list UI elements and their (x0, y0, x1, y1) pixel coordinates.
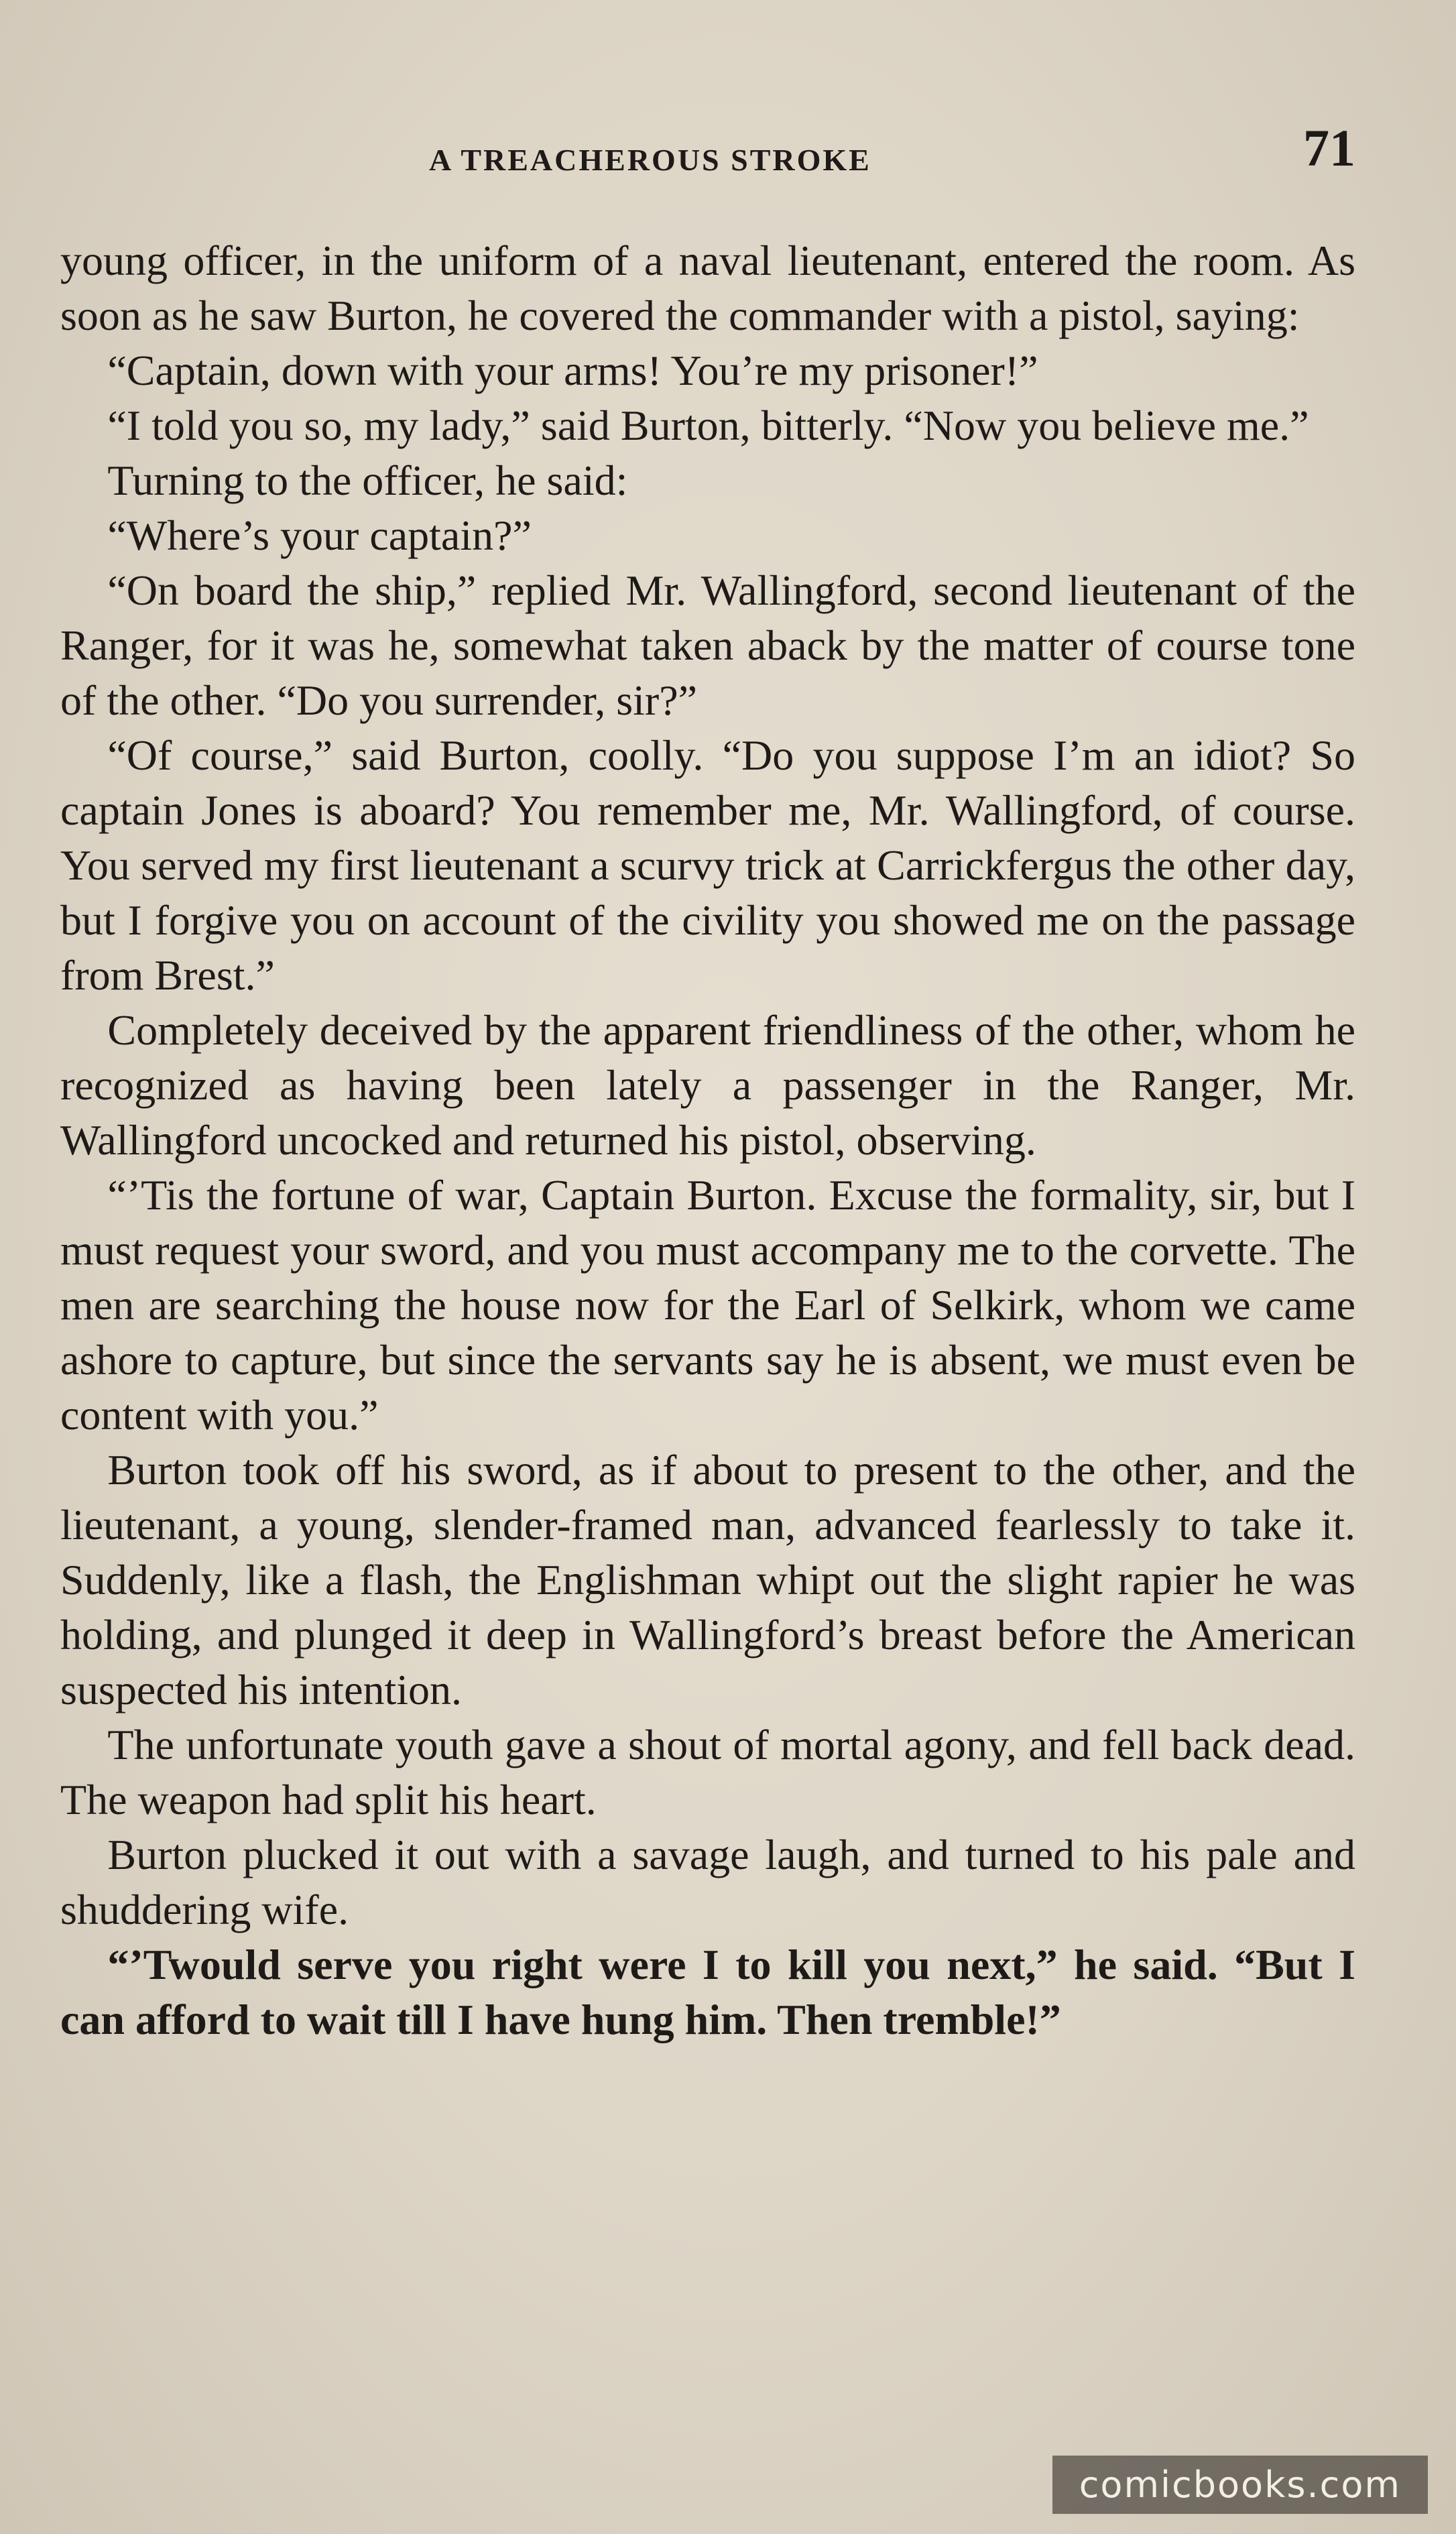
paragraph: “Where’s your captain?” (107, 511, 532, 559)
paragraph: Burton plucked it out with a savage laugh, and turned to his pale and shuddering wife. (60, 1831, 1355, 1933)
paragraph: “’Twould serve you right were I to kill you next,” he said. “But I can afford to wait till I have hung him. Then tremble!” (60, 1941, 1355, 2043)
paragraph: “Of course,” said Burton, coolly. “Do you suppose I’m an idiot? So captain Jones is aboard? You remember me, Mr. Wallingford, of course. You served my first lieutenant a scurvy trick at Carrickfergus the other day, but I forgive you on account of the civility you showed me on the passage from Brest.” (60, 731, 1355, 999)
paragraph: Burton took off his sword, as if about to present to the other, and the lieutenant, a young, slender-framed man, advanced fearlessly to take it. Suddenly, like a flash, the Englishman whipt out the slight rapier he was holding, and plunged it deep in Wallingford’s breast before the American suspected his intention. (60, 1446, 1355, 1713)
paragraph: “Captain, down with your arms! You’re my prisoner!” (107, 347, 1038, 394)
paragraph: Turning to the officer, he said: (107, 457, 628, 504)
body-text (60, 233, 1355, 2047)
paragraph: young officer, in the uniform of a naval lieutenant, entered the room. As soon as he saw Burton, he covered the commander with a pistol, saying: (60, 237, 1355, 339)
watermark: comicbooks.com (1052, 2456, 1428, 2514)
paragraph: “I told you so, my lady,” said Burton, bitterly. “Now you believe me.” (107, 402, 1309, 449)
page-number: 71 (1303, 119, 1355, 177)
paragraph: The unfortunate youth gave a shout of mortal agony, and fell back dead. The weapon had split his heart. (60, 1721, 1355, 1823)
paragraph: “On board the ship,” replied Mr. Wallingford, second lieutenant of the Ranger, for it was he, somewhat taken aback by the matter of course tone of the other. “Do you surrender, sir?” (60, 566, 1355, 724)
running-title: A TREACHEROUS STROKE (429, 143, 871, 177)
paragraph: “’Tis the fortune of war, Captain Burton. Excuse the formality, sir, but I must request your sword, and you must accompany me to the corvette. The men are searching the house now for the Earl of Selkirk, whom we came ashore to capture, but since the servants say he is absent, we must even be content with you.” (60, 1171, 1355, 1439)
paragraph: Completely deceived by the apparent friendliness of the other, whom he recognized as having been lately a passenger in the Ranger, Mr. Wallingford uncocked and returned his pistol, observing. (60, 1006, 1355, 1164)
